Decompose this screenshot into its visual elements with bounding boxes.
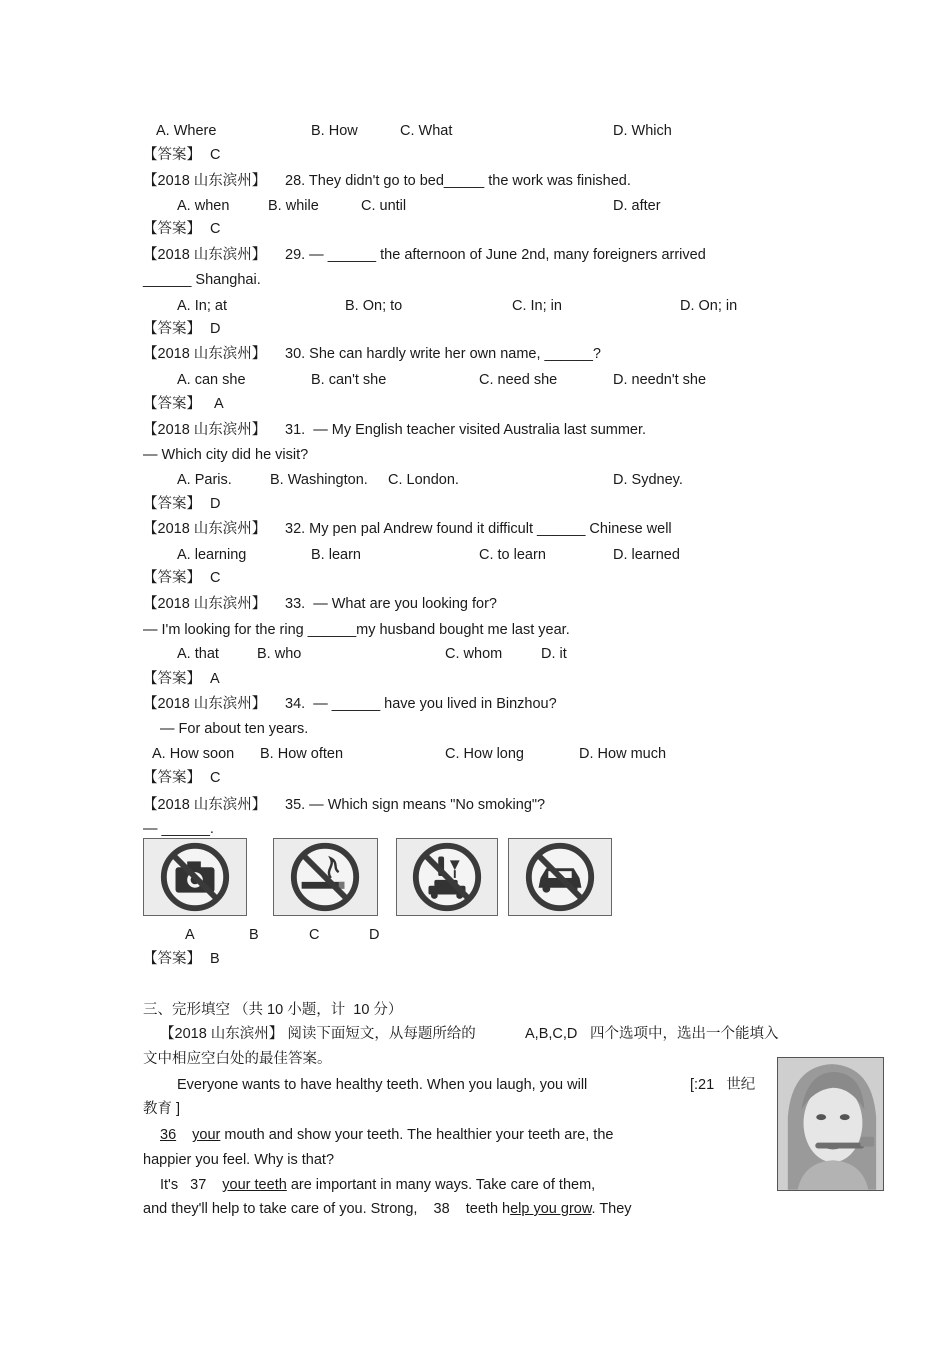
q28-option-b: B. while — [268, 198, 319, 214]
q27-option-d: D. Which — [613, 123, 672, 139]
q33-question-cont: — I'm looking for the ring ______my husband bought me last year. — [143, 622, 570, 638]
q31-answer: D — [210, 496, 221, 512]
q34-option-b: B. How often — [260, 746, 344, 762]
answer-tag: 【答案】 — [143, 147, 201, 163]
source-tag: 【2018 山东滨州】 — [143, 596, 267, 612]
answer-tag: 【答案】 — [143, 496, 201, 512]
answer-tag: 【答案】 — [143, 396, 201, 412]
q32-option-c: C. to learn — [479, 547, 546, 563]
source-tag: 【2018 山东滨州】 — [143, 247, 267, 263]
q34-option-c: C. How long — [445, 746, 524, 762]
q31-question-cont: — Which city did he visit? — [143, 447, 309, 463]
passage-text: are important in many ways. Take care of them, — [286, 1177, 596, 1193]
q32-question: 32. My pen pal Andrew found it difficult ______ Chinese well — [285, 521, 672, 537]
blank-36: 36 — [160, 1127, 177, 1143]
q33-option-a: A. that — [177, 646, 219, 662]
answer-tag: 【答案】 — [143, 671, 201, 687]
q28-option-d: D. after — [613, 198, 661, 214]
source-mark-cont: 教育 ] — [143, 1101, 181, 1117]
q34-question-cont: — For about ten years. — [160, 721, 309, 737]
answer-tag: 【答案】 — [143, 221, 201, 237]
section-intro-end: 文中相应空白处的最佳答案。 — [143, 1051, 332, 1067]
passage-line — [143, 1126, 613, 1144]
q30-option-c: C. need she — [479, 372, 558, 388]
passage-text: and they'll help to take care of you. Strong, 38 teeth h — [143, 1201, 511, 1217]
q29-option-c: C. In; in — [512, 298, 562, 314]
q34-option-d: D. How much — [579, 746, 667, 762]
sign-label-b: B — [249, 927, 259, 943]
q29-question: 29. — ______ the afternoon of June 2nd, many foreigners arrived — [285, 247, 706, 263]
q28-option-a: A. when — [177, 198, 230, 214]
q35-answer: B — [210, 951, 220, 967]
q33-option-c: C. whom — [445, 646, 503, 662]
q31-option-d: D. Sydney. — [613, 472, 683, 488]
blank-36-answer: your — [192, 1127, 221, 1143]
no-smoking-sign-icon — [273, 838, 378, 916]
passage-text: mouth and show your teeth. The healthier your teeth are, the — [220, 1127, 614, 1143]
source-tag: 【2018 山东滨州】 — [143, 797, 267, 813]
blank-38-answer: elp you grow — [510, 1201, 592, 1217]
passage-line: happier you feel. Why is that? — [143, 1152, 335, 1168]
source-tag: 【2018 山东滨州】 — [143, 173, 267, 189]
q28-question: 28. They didn't go to bed_____ the work was finished. — [285, 173, 631, 189]
q27-answer: C — [210, 147, 221, 163]
passage-line — [160, 1176, 595, 1194]
source-mark: [:21 世纪 — [690, 1077, 756, 1093]
q30-option-b: B. can't she — [311, 372, 387, 388]
q29-question-cont: ______ Shanghai. — [143, 272, 261, 288]
no-drink-driving-sign-icon — [396, 838, 498, 916]
no-camera-sign-icon — [143, 838, 247, 916]
q32-option-b: B. learn — [311, 547, 361, 563]
section-intro: 【2018 山东滨州】 阅读下面短文，从每题所给的 — [160, 1026, 476, 1042]
q31-option-c: C. London. — [388, 472, 459, 488]
passage-text: It's 37 — [160, 1177, 207, 1193]
q27-option-b: B. How — [311, 123, 358, 139]
source-tag: 【2018 山东滨州】 — [143, 346, 267, 362]
q32-option-d: D. learned — [613, 547, 680, 563]
passage-line — [143, 1200, 632, 1218]
girl-brushing-teeth-photo — [777, 1057, 884, 1191]
q33-answer: A — [210, 671, 220, 687]
q34-answer: C — [210, 770, 221, 786]
q35-question-cont: — ______. — [143, 821, 214, 837]
answer-tag: 【答案】 — [143, 321, 201, 337]
q35-question: 35. — Which sign means "No smoking"? — [285, 797, 546, 813]
q29-answer: D — [210, 321, 221, 337]
blank-37-answer: your teeth — [222, 1177, 287, 1193]
q33-question: 33. — What are you looking for? — [285, 596, 497, 612]
no-cars-sign-icon — [508, 838, 612, 916]
q30-answer: A — [214, 396, 224, 412]
q31-option-b: B. Washington. — [270, 472, 368, 488]
q32-answer: C — [210, 570, 221, 586]
q33-option-b: B. who — [257, 646, 302, 662]
answer-tag: 【答案】 — [143, 570, 201, 586]
q29-option-d: D. On; in — [680, 298, 738, 314]
answer-tag: 【答案】 — [143, 770, 201, 786]
q34-question: 34. — ______ have you lived in Binzhou? — [285, 696, 557, 712]
sign-label-a: A — [185, 927, 195, 943]
q29-option-a: A. In; at — [177, 298, 227, 314]
source-tag: 【2018 山东滨州】 — [143, 521, 267, 537]
q28-option-c: C. until — [361, 198, 407, 214]
q31-option-a: A. Paris. — [177, 472, 232, 488]
source-tag: 【2018 山东滨州】 — [143, 696, 267, 712]
q27-option-a: A. Where — [156, 123, 217, 139]
answer-tag: 【答案】 — [143, 951, 201, 967]
passage-text: . They — [591, 1201, 632, 1217]
q28-answer: C — [210, 221, 221, 237]
section-intro-cont: 四个选项中，选出一个能填入 — [590, 1026, 779, 1042]
q27-option-c: C. What — [400, 123, 453, 139]
q34-option-a: A. How soon — [152, 746, 235, 762]
q30-question: 30. She can hardly write her own name, ______? — [285, 346, 601, 362]
q30-option-d: D. needn't she — [613, 372, 707, 388]
source-tag: 【2018 山东滨州】 — [143, 422, 267, 438]
sign-label-c: C — [309, 927, 320, 943]
q30-option-a: A. can she — [177, 372, 246, 388]
section-intro-options: A,B,C,D — [525, 1026, 578, 1042]
q31-question: 31. — My English teacher visited Australia last summer. — [285, 422, 647, 438]
q29-option-b: B. On; to — [345, 298, 403, 314]
section-heading: 三、完形填空 （共 10 小题，计 10 分） — [143, 1002, 403, 1018]
sign-label-d: D — [369, 927, 380, 943]
passage-line: Everyone wants to have healthy teeth. When you laugh, you will — [177, 1077, 588, 1093]
q33-option-d: D. it — [541, 646, 567, 662]
q32-option-a: A. learning — [177, 547, 247, 563]
